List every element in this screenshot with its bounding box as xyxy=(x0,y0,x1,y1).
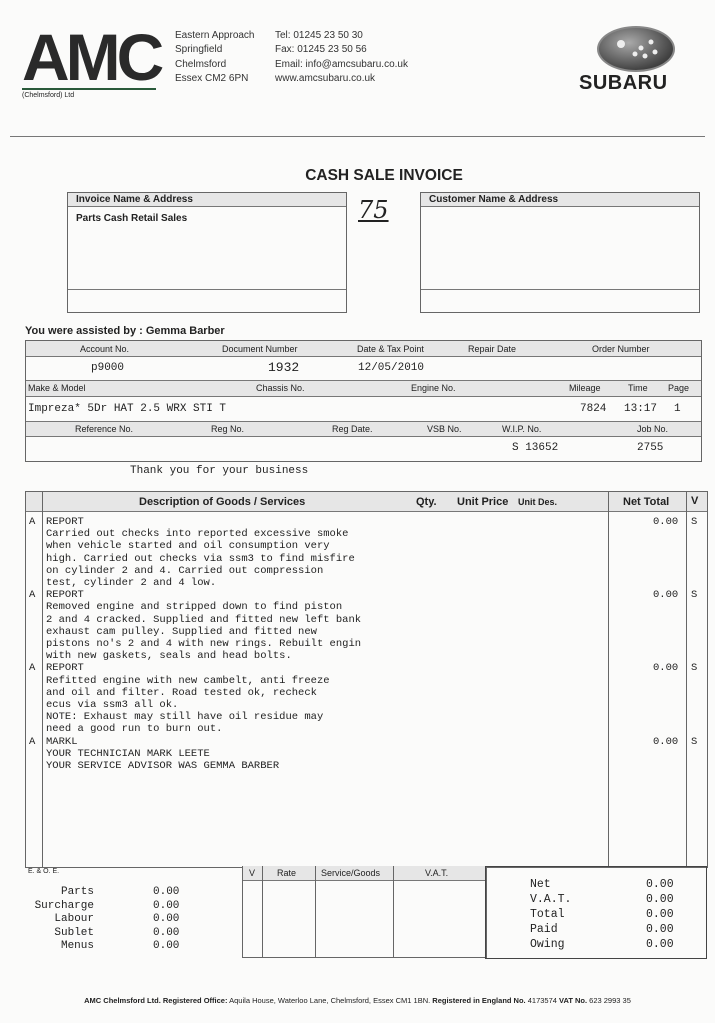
total-label: Paid xyxy=(530,923,558,936)
total-value: 0.00 xyxy=(646,908,674,921)
customer-address-label: Customer Name & Address xyxy=(421,193,699,207)
totals-box xyxy=(485,866,707,959)
header-vat: V.A.T. xyxy=(425,868,449,878)
assisted-by: You were assisted by : Gemma Barber xyxy=(25,325,225,337)
breakdown-label: Surcharge xyxy=(34,899,94,912)
item-vat-code: S xyxy=(691,516,698,528)
header-rule xyxy=(10,136,705,137)
contact-web: www.amcsubaru.co.uk xyxy=(275,72,376,84)
item-description-line: need a good run to burn out. xyxy=(46,723,223,736)
total-value: 0.00 xyxy=(646,878,674,891)
wip-no: S 13652 xyxy=(512,442,559,454)
vehicle-info-table xyxy=(25,340,702,462)
header-net-total: Net Total xyxy=(623,496,670,508)
company-address xyxy=(175,29,255,86)
customer-address-box xyxy=(420,192,700,313)
total-label: Net xyxy=(530,878,551,891)
label-document-number: Document Number xyxy=(222,344,298,354)
time: 13:17 xyxy=(624,403,658,415)
goods-rows xyxy=(26,516,707,772)
divider xyxy=(421,289,699,290)
address-line: Springfield xyxy=(175,44,223,56)
breakdown-row xyxy=(28,940,179,954)
header-qty: Qty. xyxy=(416,496,437,508)
breakdown-label: Menus xyxy=(60,940,94,952)
divider xyxy=(26,356,701,357)
item-description-line: exhaust cam pulley. Supplied and fitted new xyxy=(46,625,317,638)
total-label: V.A.T. xyxy=(530,893,572,906)
label-make-model: Make & Model xyxy=(28,383,86,393)
breakdown xyxy=(28,886,179,954)
handwritten-note: 75 xyxy=(358,196,389,224)
total-value: 0.00 xyxy=(646,893,674,906)
label-order-number: Order Number xyxy=(592,344,650,354)
label-vsb-no: VSB No. xyxy=(427,424,462,434)
invoice-address-label: Invoice Name & Address xyxy=(68,193,346,207)
label-account-no: Account No. xyxy=(80,344,130,354)
divider xyxy=(68,289,346,290)
page-number: 1 xyxy=(674,403,681,415)
job-no: 2755 xyxy=(637,442,664,454)
item-net-total: 0.00 xyxy=(653,735,679,748)
item-description-line: ecus via ssm3 all ok. xyxy=(46,699,179,712)
contact-fax: Fax: 01245 23 50 56 xyxy=(275,44,367,56)
contact-tel: Tel: 01245 23 50 30 xyxy=(275,30,363,41)
subaru-wordmark: SUBARU xyxy=(579,72,668,94)
header-description: Description of Goods / Services xyxy=(139,496,306,508)
header-service-goods: Service/Goods xyxy=(321,868,381,878)
footer-company: AMC Chelmsford Ltd. Registered Office: xyxy=(84,996,228,1005)
item-description-line: REPORT xyxy=(46,589,84,602)
breakdown-row xyxy=(28,913,179,927)
header-rate: Rate xyxy=(277,868,297,878)
item-description-line: and oil and filter. Road tested ok, recheck xyxy=(46,686,317,699)
item-description-line: with new gaskets, seals and head bolts. xyxy=(46,650,292,663)
header-unit-price: Unit Price xyxy=(457,496,509,508)
item-description-line: YOUR TECHNICIAN MARK LEETE xyxy=(46,747,210,760)
footer xyxy=(0,996,715,1005)
header-row xyxy=(26,492,707,512)
label-job-no: Job No. xyxy=(637,424,669,434)
footer-vat-label: VAT No. xyxy=(559,996,588,1005)
date-tax-point: 12/05/2010 xyxy=(358,362,425,374)
invoice-address-box xyxy=(67,192,347,313)
item-description-line: test, cylinder 2 and 4 low. xyxy=(46,577,217,590)
label-time: Time xyxy=(628,383,648,393)
total-row xyxy=(530,937,674,952)
item-code: A xyxy=(29,589,36,602)
contact-email: Email: info@amcsubaru.co.uk xyxy=(275,58,408,70)
goods-item xyxy=(26,516,707,589)
item-description-line: when vehicle started and oil consumption very xyxy=(46,540,330,553)
item-vat-code: S xyxy=(691,735,698,748)
breakdown-label: Parts xyxy=(60,886,94,898)
breakdown-label: Sublet xyxy=(54,926,94,939)
item-description-line: on cylinder 2 and 4. Carried out compression xyxy=(46,564,324,577)
address-line: Chelmsford xyxy=(175,58,227,70)
item-vat-code: S xyxy=(691,662,698,675)
goods-item xyxy=(26,736,707,773)
breakdown-value: 0.00 xyxy=(153,899,180,912)
mileage: 7824 xyxy=(580,403,607,415)
label-engine-no: Engine No. xyxy=(411,383,456,393)
label-wip-no: W.I.P. No. xyxy=(502,424,542,434)
label-mileage: Mileage xyxy=(569,383,601,393)
footer-address: Aquila House, Waterloo Lane, Chelmsford, Essex CM1 1BN. xyxy=(227,996,433,1005)
total-value: 0.00 xyxy=(646,923,674,936)
item-net-total: 0.00 xyxy=(653,516,679,528)
vat-table xyxy=(242,866,487,958)
item-code: A xyxy=(29,516,36,528)
footer-reg-label: Registered in England No. xyxy=(432,996,526,1005)
document-number: 1932 xyxy=(268,360,300,375)
label-reg-date: Reg Date. xyxy=(332,424,373,434)
footer-reg-no: 4173574 xyxy=(525,996,560,1005)
goods-item xyxy=(26,662,707,735)
item-description-line: Removed engine and stripped down to find piston xyxy=(46,601,343,614)
breakdown-value: 0.00 xyxy=(153,886,180,898)
item-description-line: high. Carried out checks via ssm3 to find misfire xyxy=(46,552,355,565)
make-model: Impreza* 5Dr HAT 2.5 WRX STI T xyxy=(28,403,227,415)
item-description-line: Refitted engine with new cambelt, anti freeze xyxy=(46,674,330,687)
item-code: A xyxy=(29,662,36,675)
thank-you-message: Thank you for your business xyxy=(130,465,309,477)
eoe-label: E. & O. E. xyxy=(28,868,60,875)
item-description-line: 2 and 4 cracked. Supplied and fitted new left bank xyxy=(46,613,362,626)
item-description-line: REPORT xyxy=(46,516,84,528)
total-label: Total xyxy=(530,908,565,921)
logo-underline xyxy=(22,88,156,90)
total-row xyxy=(530,877,674,892)
item-description-line: pistons no's 2 and 4 with new rings. Rebuilt engin xyxy=(46,638,362,651)
item-description-line: Carried out checks into reported excessive smoke xyxy=(46,528,349,541)
breakdown-row xyxy=(28,900,179,914)
header-unit-des: Unit Des. xyxy=(518,497,558,507)
item-description-line: MARKL xyxy=(46,735,78,748)
item-description-line: YOUR SERVICE ADVISOR WAS GEMMA BARBER xyxy=(46,760,280,773)
total-label: Owing xyxy=(530,938,565,951)
breakdown-value: 0.00 xyxy=(153,940,180,952)
goods-table xyxy=(25,491,708,868)
label-reference-no: Reference No. xyxy=(75,424,134,434)
amc-logo: AMC xyxy=(22,20,161,94)
breakdown-row xyxy=(28,927,179,941)
item-vat-code: S xyxy=(691,589,698,602)
item-net-total: 0.00 xyxy=(653,589,679,602)
total-row xyxy=(530,922,674,937)
header-v: V xyxy=(249,868,256,878)
breakdown-row xyxy=(28,886,179,900)
label-chassis-no: Chassis No. xyxy=(256,383,305,393)
address-line: Essex CM2 6PN xyxy=(175,72,249,84)
company-subtitle: (Chelmsford) Ltd xyxy=(22,92,75,99)
label-page: Page xyxy=(668,383,690,393)
subaru-emblem-icon xyxy=(597,26,675,72)
breakdown-value: 0.00 xyxy=(153,913,180,925)
label-date: Date & Tax Point xyxy=(357,344,424,354)
page-title: CASH SALE INVOICE xyxy=(305,167,463,184)
item-description-line: NOTE: Exhaust may still have oil residue may xyxy=(46,711,324,724)
account-no: p9000 xyxy=(91,362,125,374)
item-code: A xyxy=(29,735,36,748)
item-description-line: REPORT xyxy=(46,662,84,675)
company-contact xyxy=(275,29,408,86)
total-row xyxy=(530,892,674,907)
breakdown-label: Labour xyxy=(54,913,94,925)
footer-vat-no: 623 2993 35 xyxy=(587,996,631,1005)
total-row xyxy=(530,907,674,922)
address-line: Eastern Approach xyxy=(175,30,255,41)
invoice-address-value: Parts Cash Retail Sales xyxy=(76,213,188,224)
breakdown-value: 0.00 xyxy=(153,926,180,939)
header-v: V xyxy=(691,495,699,507)
goods-item xyxy=(26,589,707,662)
item-net-total: 0.00 xyxy=(653,662,679,675)
total-value: 0.00 xyxy=(646,938,674,951)
label-repair-date: Repair Date xyxy=(468,344,517,354)
label-reg-no: Reg No. xyxy=(211,424,245,434)
